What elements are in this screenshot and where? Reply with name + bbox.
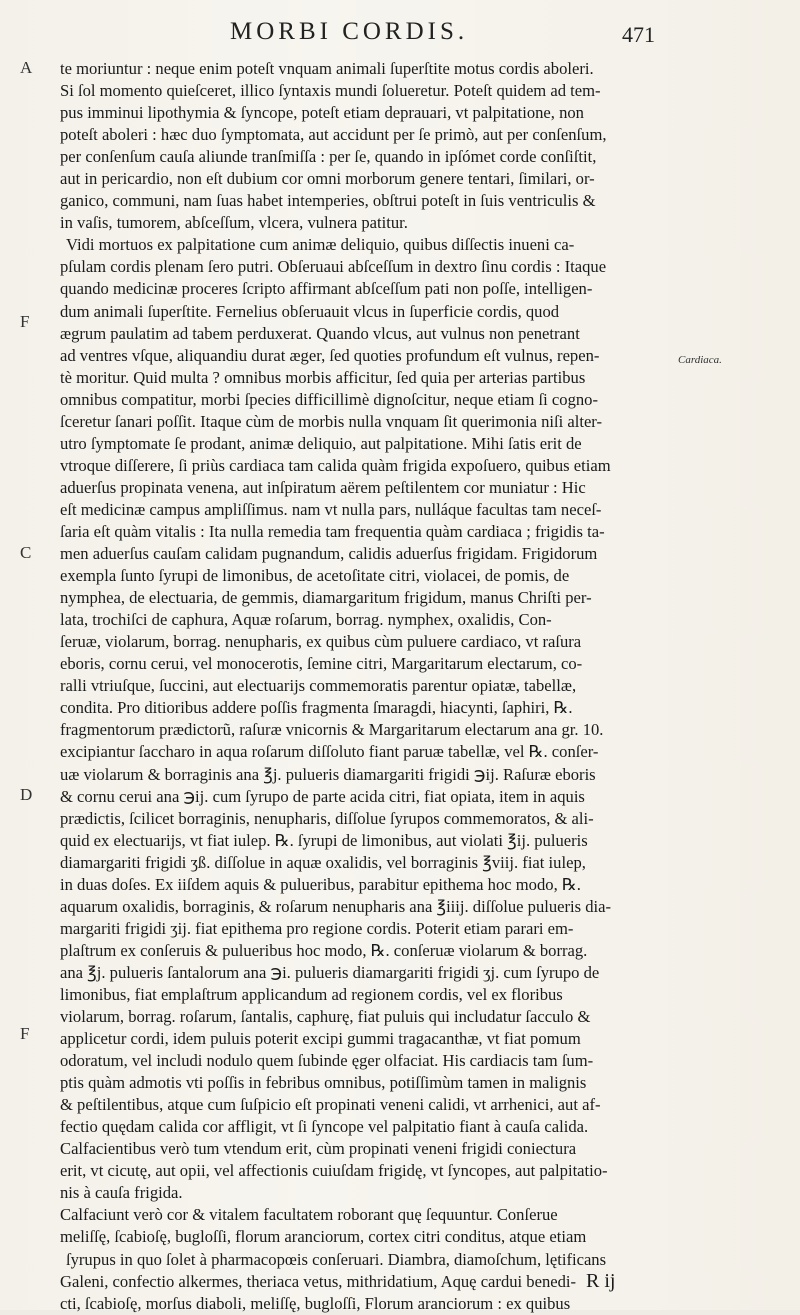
text-line: cti, ſcabioſę, morſus diaboli, meliſſę, bugloſſi, Florum aranciorum : ex quibus	[60, 1293, 571, 1313]
text-line: tè moritur. Quid multa ? omnibus morbis afficitur, ſed quia per arterias partibus	[60, 367, 586, 387]
text-line: aut in pericardio, non eſt dubium cor omni morborum genere tentari, ſimilari, or-	[60, 169, 595, 189]
text-line: nis à cauſa frigida.	[60, 1183, 183, 1203]
text-line: odoratum, vel includi nodulo quem ſubinde ęger olfaciat. His cardiacis tam ſum-	[60, 1051, 594, 1071]
text-line: nymphea, de electuaria, de gemmis, diamargaritum frigidum, manus Chriſti per-	[60, 588, 592, 608]
text-line: in vaſis, tumorem, abſceſſum, vlcera, vulnera patitur.	[60, 213, 408, 233]
text-line: ſceretur ſanari poſſit. Itaque cùm de morbis nulla vnquam ſit querimonia niſi alter-	[60, 411, 603, 431]
text-line: uæ violarum & borraginis ana ℥j. pulueris diamargariti frigidi ℈ij. Raſuræ eboris	[60, 764, 596, 784]
text-line: ſyrupus in quo ſolet à pharmacopœis conſeruari. Diambra, diamoſchum, lętificans	[66, 1249, 607, 1269]
text-line: dum animali ſuperſtite. Fernelius obſeruauit vlcus in ſuperficie cordis, quod	[60, 301, 560, 321]
text-line: eboris, cornu cerui, vel monocerotis, ſemine citri, Margaritarum electarum, co-	[60, 654, 583, 674]
text-line: ſeruæ, violarum, borrag. nenupharis, ex quibus cùm puluere cardiaco, vt raſura	[60, 632, 582, 652]
text-line: limonibus, fiat emplaſtrum applicandum ad regionem cordis, vel ex floribus	[60, 984, 563, 1004]
margin-letter-a: A	[20, 58, 33, 77]
text-line: utro ſymptomate ſe prodant, animæ deliquio, aut palpitatione. Mihi ſatis erit de	[60, 433, 582, 453]
text-line: eſt medicinæ campus ampliſſimus. nam vt nulla pars, nulláque facultas tam neceſ-	[60, 499, 602, 519]
signature-mark: R ij	[586, 1270, 616, 1292]
text-line: ana ℥j. pulueris ſantalorum ana ℈i. pulueris diamargariti frigidi ʒj. cum ſyrupo de	[60, 962, 600, 982]
text-line: exempla ſunto ſyrupi de limonibus, de acetoſitate citri, violacei, de pomis, de	[60, 566, 570, 586]
text-line: fragmentorum prædictorũ, raſuræ vnicornis & Margaritarum electarum ana gr. 10.	[60, 720, 604, 740]
text-line: meliſſę, ſcabioſę, bugloſſi, florum aranciorum, cortex citri conditus, atque etiam	[60, 1227, 587, 1247]
margin-letter-f2: F	[20, 1024, 30, 1043]
text-line: erit, vt cicutę, aut opii, vel affectionis cuiuſdam frigidę, vt ſyncopes, aut palpitatio-	[60, 1161, 608, 1181]
text-line: Vidi mortuos ex palpitatione cum animæ deliquio, quibus diſſectis inueni ca-	[66, 235, 575, 255]
body-text	[60, 58, 672, 1315]
text-line: pus imminui lipothymia & ſyncope, poteſt etiam deprauari, vt palpitatione, non	[60, 103, 584, 123]
text-line: Calfacientibus verò tum vtendum erit, cùm propinati veneni frigidi coniectura	[60, 1139, 577, 1159]
margin-letter-f: F	[20, 312, 30, 331]
text-line: condita. Pro ditioribus addere poſſis fragmenta ſmaragdi, hiacynti, ſaphiri, ℞.	[60, 698, 573, 718]
text-line: Galeni, confectio alkermes, theriaca vetus, mithridatium, Aquę cardui benedi-	[60, 1271, 577, 1291]
text-line: Si ſol momento quieſceret, illico ſyntaxis mundi ſolueretur. Poteſt quidem ad tem-	[60, 81, 601, 101]
text-line: per conſenſum cauſa aliunde tranſmiſſa : per ſe, quando in ipſómet corde conſiſtit,	[60, 147, 597, 167]
text-line: applicetur cordi, idem puluis poterit excipi gummi tragacanthæ, vt fiat pomum	[60, 1029, 581, 1049]
text-line: lata, trochiſci de caphura, Aquæ roſarum, borrag. nymphex, oxalidis, Con-	[60, 610, 552, 630]
text-line: plaſtrum ex conſeruis & pulueribus hoc modo, ℞. conſeruæ violarum & borrag.	[60, 940, 588, 960]
text-line: excipiantur ſaccharo in aqua roſarum diſſoluto fiant paruæ tabellæ, vel ℞. conſer-	[60, 742, 599, 762]
text-line: violarum, borrag. roſarum, ſantalis, caphurę, fiat puluis qui includatur ſacculo &	[60, 1007, 591, 1027]
text-line: omnibus compatitur, morbi ſpecies difficillimè dignoſcitur, neque etiam ſi cogno-	[60, 389, 598, 409]
text-line: aquarum oxalidis, borraginis, & roſarum nenupharis ana ℥iiij. diſſolue pulueris dia-	[60, 896, 612, 916]
margin-letter-c: C	[20, 543, 32, 562]
text-line: quid ex electuarijs, vt fiat iulep. ℞. ſyrupi de limonibus, aut violati ℥ij. pulueris	[60, 830, 588, 850]
text-line: ptis quàm admotis vti poſſis in febribus omnibus, potiſſimùm tamen in malignis	[60, 1073, 587, 1093]
text-line: ſaria eſt quàm vitalis : Ita nulla remedia tam frequentia quàm cardiaca ; frigidis ta-	[60, 521, 605, 541]
running-title: MORBI CORDIS.	[230, 18, 469, 45]
text-line: fectio quędam calida cor affligit, vt ſi ſyncope vel palpitatio fiant à cauſa calida.	[60, 1117, 589, 1137]
text-line: aduerſus propinata venena, aut inſpiratum aërem peſtilentem cor muniatur : Hic	[60, 477, 586, 497]
margin-note-cardiaca: Cardiaca.	[678, 354, 722, 366]
text-line: diamargariti frigidi ʒß. diſſolue in aquæ oxalidis, vel borraginis ℥viij. fiat iulep,	[60, 852, 586, 872]
text-line: ad ventres vſque, aliquandiu durat æger, ſed quoties profundum eſt vulnus, repen-	[60, 345, 600, 365]
text-line: ægrum paulatim ad tabem perduxerat. Quando vlcus, aut vulnus non penetrant	[60, 323, 580, 343]
text-line: men aduerſus cauſam calidam pugnandum, calidis aduerſus frigidam. Frigidorum	[60, 544, 598, 564]
text-line: poteſt aboleri : hæc duo ſymptomata, aut accidunt per ſe primò, aut per conſenſum,	[60, 125, 607, 145]
text-line: Calfaciunt verò cor & vitalem facultatem roborant quę ſequuntur. Conſerue	[60, 1205, 558, 1225]
text-line: ganico, communi, nam ſuas habet intemperies, obſtrui poteſt in ſuis ventriculis &	[60, 191, 596, 211]
text-line: quando medicinæ proceres ſcripto affirmant abſceſſum pati non poſſe, intelligen-	[60, 279, 593, 299]
text-line: margariti frigidi ʒij. fiat epithema pro regione cordis. Poterit etiam parari em-	[60, 918, 574, 938]
text-line: prædictis, ſcilicet borraginis, nenupharis, diſſolue ſyrupos commemoratos, & ali-	[60, 808, 594, 828]
text-line: te moriuntur : neque enim poteſt vnquam animali ſuperſtite motus cordis aboleri.	[60, 59, 594, 78]
text-line: & cornu cerui ana ℈ij. cum ſyrupo de parte acida citri, fiat opiata, item in aquis	[60, 786, 585, 806]
text-line: pſulam cordis plenam ſero putri. Obſeruaui abſceſſum in dextro ſinu cordis : Itaque	[60, 257, 607, 277]
text-line: ralli vtriuſque, ſuccini, aut electuarijs commemoratis parentur opiatæ, tabellæ,	[60, 676, 577, 696]
page-header	[0, 12, 800, 52]
page-number: 471	[622, 22, 655, 47]
text-line: & peſtilentibus, atque cum ſuſpicio eſt propinati veneni calidi, vt arrhenici, aut af-	[60, 1095, 601, 1115]
margin-letter-d: D	[20, 785, 33, 804]
text-line: in duas doſes. Ex iiſdem aquis & pulueribus, parabitur epithema hoc modo, ℞.	[60, 874, 581, 894]
text-line: vtroque diſſerere, ſi priùs cardiaca tam calida quàm frigida expoſuero, quibus etiam	[60, 455, 611, 475]
